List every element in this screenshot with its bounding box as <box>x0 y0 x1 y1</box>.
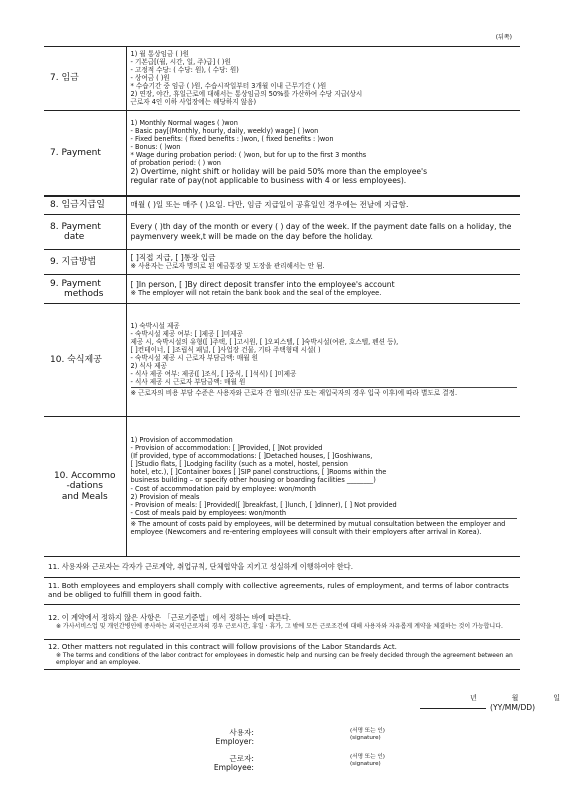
signature-area <box>44 694 560 804</box>
employee-label-en: Employee: <box>213 763 254 773</box>
lodging-en-label-line: 10. Accommo <box>53 470 116 481</box>
wage-en-line: regular rate of pay(not applicable to business with 4 or less employees). <box>130 176 407 186</box>
lodging-ko-line: - 숙박시설 제공 여부: [ ]제공 [ ]미제공 <box>130 329 243 338</box>
lodging-en-line: - Cost of meals paid by employees: won/month <box>130 508 287 517</box>
payday-en-label <box>44 215 126 250</box>
wage-ko-line: 2) 연장, 야간, 휴일근로에 대해서는 통상임금의 50%를 가산하여 수당 지급(상시 <box>130 90 363 99</box>
date-day-label: 일 <box>553 694 560 702</box>
wage-en-content <box>126 111 520 196</box>
wage-en-line: of probation period: ( ) won <box>130 159 221 168</box>
item11-ko-row <box>44 557 520 578</box>
lodging-ko-content <box>126 304 520 417</box>
lodging-en-line: - Cost of accommodation paid by employee: won/month <box>130 484 316 493</box>
employee-sign-mark <box>350 754 385 768</box>
wage-en-line: 1) Monthly Normal wages ( )won <box>130 118 238 127</box>
method-en-label-line: methods <box>64 289 104 299</box>
wage-en-line: - Fixed benefits: ( fixed benefits : )won, ( fixed benefits : )won <box>130 134 334 143</box>
method-en-line: ※ The employer will not retain the bank book and the seal of the employee. <box>130 289 382 298</box>
employer-sign-mark <box>350 728 385 742</box>
lodging-en-line: hotel, etc.), [ ]Container boxes [ ]SIP panel constructions, [ ]Rooms within the <box>130 468 387 477</box>
wage-en-row <box>44 111 520 196</box>
employee-label <box>174 754 254 773</box>
wage-ko-line: - 고정적 수당: ( 수당: 원), ( 수당: 원) <box>130 65 239 74</box>
method-ko-line: [ ]직접 지급, [ ]통장 입금 <box>130 252 216 262</box>
lodging-en-label-line: and Meals <box>61 491 108 502</box>
wage-ko-line: - 기본급[(월, 시간, 일, 주)급] ( )원 <box>130 57 231 66</box>
lodging-en-line: - Provision of meals: [ ]Provided([ ]breakfast, [ ]lunch, [ ]dinner), [ ] Not provided <box>130 500 397 509</box>
page-tag: (뒤쪽) <box>495 34 512 41</box>
method-en-line: [ ]In person, [ ]By direct deposit transfer into the employee's account <box>130 279 395 289</box>
item12-ko-cell <box>44 605 520 640</box>
lodging-en-content <box>126 417 520 557</box>
item12-en-note: ※ The terms and conditions of the labor contract for employees in domestic help and nursing can be freely decided through the agreement between an employer and an employee. <box>56 651 513 667</box>
method-ko-row <box>44 250 520 275</box>
wage-ko-line: 근로자 4인 이하 사업장에는 해당하지 않음) <box>130 98 257 107</box>
date-month-label: 월 <box>511 694 519 702</box>
method-ko-content <box>126 250 520 275</box>
lodging-ko-line: - 숙박시설 제공 시 근로자 부담금액: 매월 원 <box>130 353 259 362</box>
lodging-ko-line: - 식사 제공 여부: 제공([ ]조식, [ ]중식, [ ]석식) [ ]미제공 <box>130 370 297 379</box>
lodging-ko-label: 10. 숙식제공 <box>44 304 126 417</box>
lodging-en-line: business building – or specify other housing or boarding facilities ________) <box>130 476 376 485</box>
item11-en-text: 11. Both employees and employers shall comply with collective agreements, rules of employment, and terms of labor contracts and be obliged to fulfill them in good faith. <box>44 578 520 605</box>
item12-ko-note: ※ 가사서비스업 및 개인간병인에 종사하는 외국인근로자의 경우 근로시간, 휴일ㆍ휴가, 그 밖에 모든 근로조건에 대해 사용자와 자유롭게 계약을 체결하는 것이 가능합니다. <box>56 622 503 630</box>
lodging-ko-line: 제공 시, 숙박시설의 유형([ ]주택, [ ]고시원, [ ]오피스텔, [ ]숙박시설(여관, 호스텔, 펜션 등), <box>130 337 399 346</box>
item11-en-row <box>44 578 520 605</box>
date-year-label: 년 <box>470 694 477 702</box>
wage-ko-line: 1) 월 통상임금 ( )원 <box>130 49 190 58</box>
method-en-label-line: 9. Payment <box>50 278 101 289</box>
method-ko-line: ※ 사용자는 근로자 명의로 된 예금통장 및 도장을 관리해서는 안 됨. <box>130 262 325 271</box>
item12-en-cell <box>44 640 520 670</box>
lodging-ko-line: 1) 숙박시설 제공 <box>130 321 180 330</box>
method-ko-label: 9. 지급방법 <box>44 250 126 275</box>
payday-en-content <box>126 215 520 250</box>
lodging-en-row <box>44 417 520 557</box>
employee-label-ko: 근로자: <box>229 754 254 763</box>
wage-ko-line: * 수습기간 중 임금 ( )원, 수습시작일부터 3개월 이내 근무기간 ( )원 <box>130 82 327 91</box>
employee-sign-en: (signature) <box>350 760 381 767</box>
wage-ko-label: 7. 임금 <box>44 47 126 111</box>
payday-ko-label: 8. 임금지급일 <box>44 196 126 215</box>
payday-ko-row <box>44 196 520 215</box>
date-underline <box>420 708 486 709</box>
lodging-en-line: (If provided, type of accommodations: [ ]Detached houses, [ ]Goshiwans, <box>130 452 373 461</box>
item12-ko-row <box>44 605 520 640</box>
wage-ko-row <box>44 47 520 111</box>
lodging-en-label <box>44 417 126 557</box>
lodging-en-line: 1) Provision of accommodation <box>130 436 233 445</box>
lodging-en-label-line: -dations <box>66 481 103 492</box>
lodging-en-line: [ ]Studio flats, [ ]Lodging facility (such as a motel, hostel, pension <box>130 460 348 469</box>
method-en-label <box>44 275 126 304</box>
lodging-ko-line: 2) 식사 제공 <box>130 362 167 371</box>
wage-ko-content <box>126 47 520 111</box>
item12-ko-text: 12. 이 계약에서 정하지 않은 사항은 「근로기준법」에서 정하는 바에 따른다. <box>48 612 292 622</box>
wage-en-label: 7. Payment <box>44 111 126 196</box>
wage-en-line: - Bonus: ( )won <box>130 143 181 151</box>
method-en-content <box>126 275 520 304</box>
item12-en-row <box>44 640 520 670</box>
lodging-en-line: - Provision of accommodation: [ ]Provided, [ ]Not provided <box>130 444 323 453</box>
wage-en-line: - Basic pay[(Monthly, hourly, daily, weekly) wage] ( )won <box>130 126 319 135</box>
payday-en-row <box>44 215 520 250</box>
payday-ko-text: 매월 ( )일 또는 매주 ( )요일. 다만, 임금 지급일이 공휴일인 경우에는 전날에 지급함. <box>130 200 409 210</box>
lodging-en-line: 2) Provision of meals <box>130 492 200 501</box>
item12-en-text: 12. Other matters not regulated in this contract will follow provisions of the Labor Standards Act. <box>48 642 397 651</box>
lodging-ko-row <box>44 304 520 417</box>
date-labels <box>470 694 560 703</box>
lodging-ko-line: - 식사 제공 시 근로자 부담금액: 매월 원 <box>130 378 246 387</box>
employee-sign-ko: (서명 또는 인) <box>350 754 385 760</box>
wage-en-line: 2) Overtime, night shift or holiday will be paid 50% more than the employee's <box>130 167 428 177</box>
payday-en-label-line: date <box>64 232 85 242</box>
method-en-row <box>44 275 520 304</box>
payday-en-label-line: 8. Payment <box>50 221 101 232</box>
employer-label <box>174 728 254 747</box>
wage-ko-line: - 상여금 ( )원 <box>130 73 170 82</box>
payday-ko-content <box>126 196 520 215</box>
lodging-ko-note: ※ 근로자의 비용 부담 수준은 사용자와 근로자 간 협의(신규 또는 재입국자의 경우 입국 이후)에 따라 별도로 결정. <box>131 387 518 397</box>
contract-table <box>44 46 520 670</box>
lodging-en-note: ※ The amount of costs paid by employees, will be determined by mutual consultation between the employer and employee (Newcomers and re-entering employees will consult with their employers after arrival in Korea). <box>131 518 518 536</box>
employer-label-en: Employer: <box>215 737 254 747</box>
date-format: (YY/MM/DD) <box>490 703 536 712</box>
item11-ko-text: 11. 사용자와 근로자는 각자가 근로계약, 취업규칙, 단체협약을 지키고 성실하게 이행하여야 한다. <box>44 557 520 578</box>
employer-label-ko: 사용자: <box>229 728 254 737</box>
employer-sign-en: (signature) <box>350 734 381 741</box>
employer-sign-ko: (서명 또는 인) <box>350 728 385 734</box>
wage-en-line: * Wage during probation period: ( )won, but for up to the first 3 months <box>130 151 367 160</box>
payday-en-text: Every ( )th day of the month or every ( ) day of the week. If the payment date falls on a holiday, the paymenvery week,t will be made on the day before the holiday. <box>130 222 512 241</box>
lodging-ko-line: [ ]컨테이너, [ ]조립식 패널, [ ]사업장 건물, 기타 주택형태 시설( ) <box>130 345 321 354</box>
